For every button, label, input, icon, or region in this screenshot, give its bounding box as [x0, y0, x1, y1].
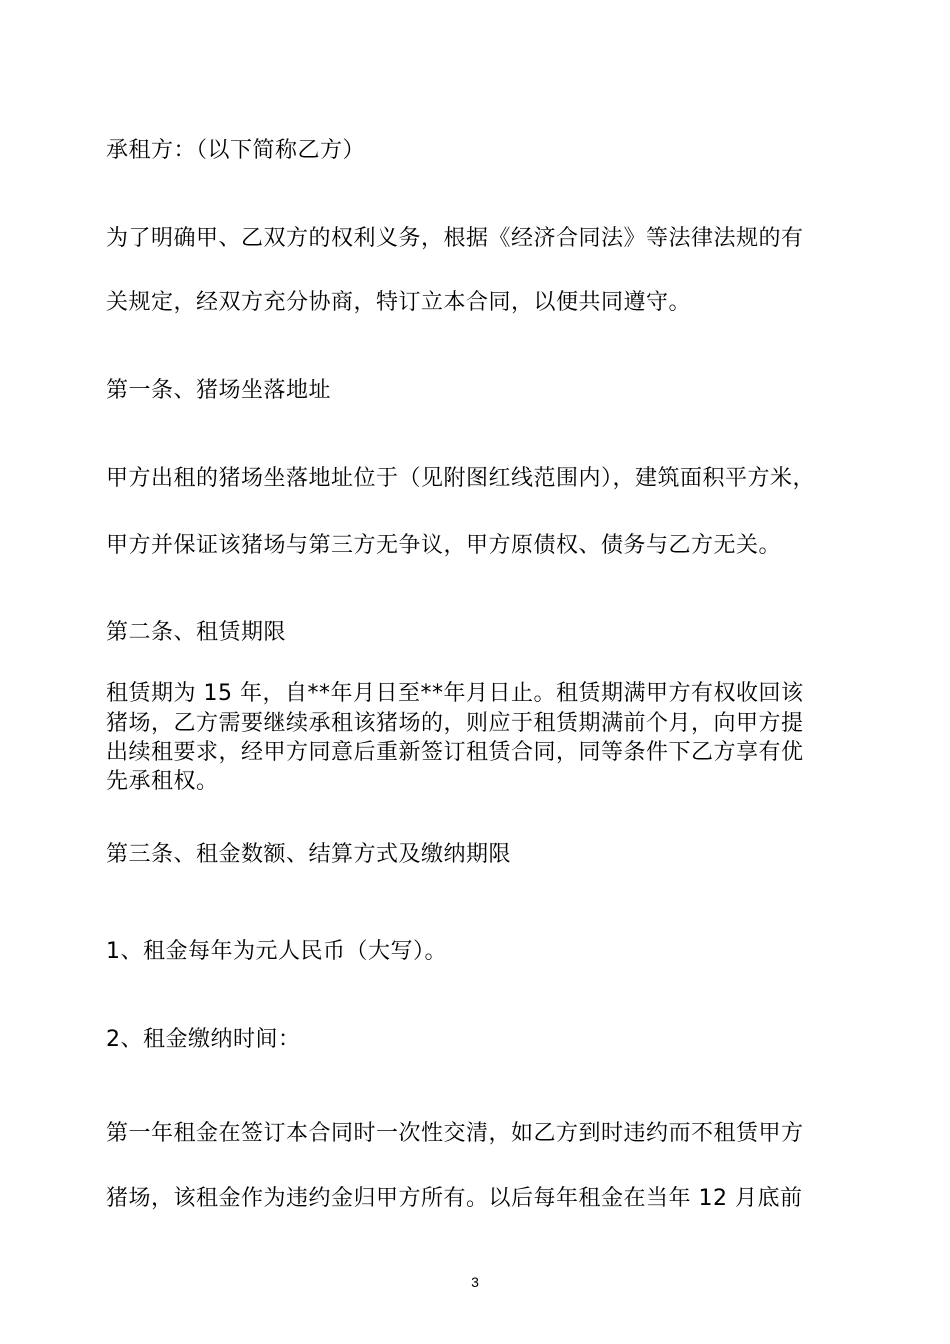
paragraph-line: 出续租要求，经甲方同意后重新签订租赁合同，同等条件下乙方享有优: [106, 740, 804, 765]
page-number: 3: [471, 1274, 479, 1290]
list-item: 1、租金每年为元人民币（大写）。: [106, 939, 447, 964]
section-heading: 第二条、租赁期限: [106, 620, 287, 645]
lessee-line: 承租方：（以下简称乙方）: [106, 138, 366, 163]
paragraph-line: 关规定，经双方充分协商，特订立本合同，以便共同遵守。: [106, 290, 692, 315]
section-heading: 第一条、猪场坐落地址: [106, 378, 332, 403]
paragraph-line: 猪场，乙方需要继续承租该猪场的，则应于租赁期满前个月，向甲方提: [106, 711, 804, 736]
paragraph-line: 为了明确甲、乙双方的权利义务，根据《经济合同法》等法律法规的有: [106, 226, 804, 251]
list-item: 2、租金缴纳时间：: [106, 1027, 301, 1052]
paragraph-line: 猪场，该租金作为违约金归甲方所有。以后每年租金在当年 12 月底前: [106, 1186, 803, 1211]
paragraph-line: 甲方并保证该猪场与第三方无争议，甲方原债权、债务与乙方无关。: [106, 533, 782, 558]
section-heading: 第三条、租金数额、结算方式及缴纳期限: [106, 842, 512, 867]
paragraph-line: 先承租权。: [106, 769, 219, 794]
paragraph-line: 甲方出租的猪场坐落地址位于（见附图红线范围内），建筑面积平方米，: [106, 466, 816, 491]
paragraph-line: 租赁期为 15 年，自**年月日至**年月日止。租赁期满甲方有权收回该: [106, 681, 804, 706]
paragraph-line: 第一年租金在签订本合同时一次性交清，如乙方到时违约而不租赁甲方: [106, 1121, 804, 1146]
